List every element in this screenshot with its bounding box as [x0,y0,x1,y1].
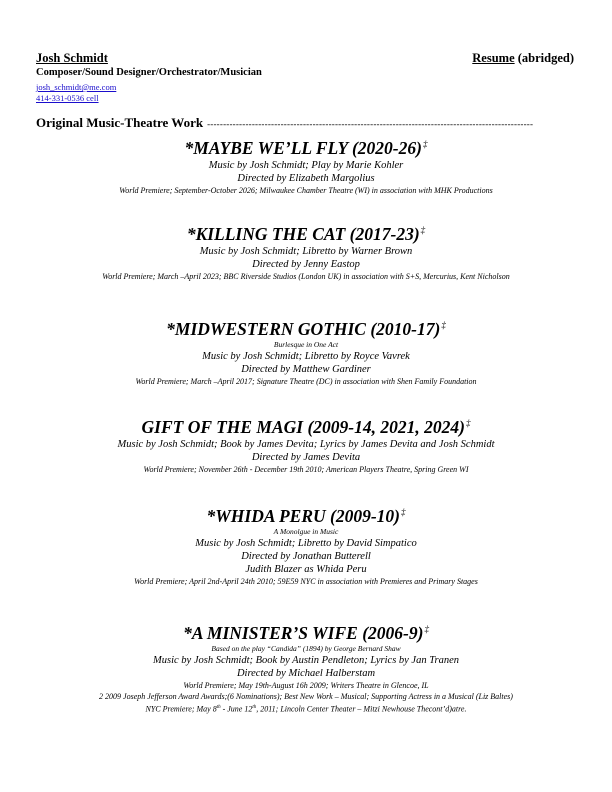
work-premiere: World Premiere; March –April 2023; BBC Riverside Studios (London UK) in association with S+S, Mercurius, Kent Nicholson [102,271,510,281]
work-cast: Judith Blazer as Whida Peru [245,563,367,575]
work-entry [20,619,592,714]
nyc-suffix: , 2011; Lincoln Center Theater – Mitzi Newhouse Thecont’d)atre. [256,704,467,714]
work-entry [20,220,592,282]
footnote-mark: ‡ [441,320,446,330]
email-link[interactable]: josh_schmidt@me.com [36,82,117,92]
resume-label [472,51,574,66]
work-title [20,315,592,340]
footnote-mark: ‡ [424,624,429,634]
phone-link[interactable]: 414-331-0536 cell [36,93,99,103]
work-title [20,220,592,245]
section-heading [36,115,560,131]
work-director: Directed by James Devita [251,451,361,463]
section-title: Original Music-Theatre Work [36,115,204,130]
work-credits: Music by Josh Schmidt; Libretto by David Simpatico [195,537,417,549]
work-entry [20,413,592,475]
work-title-text: *WHIDA PERU (2009-10) [206,505,400,526]
footnote-mark: ‡ [420,225,426,235]
work-director: Directed by Elizabeth Margolius [237,172,375,184]
nyc-mid: - June 12 [220,704,253,714]
work-credits: Music by Josh Schmidt; Play by Marie Kohler [208,159,404,171]
work-director: Directed by Jenny Eastop [252,258,360,270]
work-subtitle: Burlesque in One Act [273,339,339,349]
work-director: Directed by Jonathan Butterell [241,550,371,562]
work-entry [20,502,592,587]
nyc-sup-2: th [252,704,257,710]
work-credits: Music by Josh Schmidt; Libretto by Warner Brown [199,245,413,257]
work-premiere: World Premiere; November 26th - December 19th 2010; American Players Theatre, Spring Green WI [143,464,469,474]
applicant-name: Josh Schmidt [36,51,108,65]
section-rule: ------------------------------------------------------------------------------------------------------ [207,119,534,129]
work-entry [20,315,592,387]
work-director: Directed by Michael Halberstam [236,667,376,679]
work-premiere: World Premiere; September-October 2026; Milwaukee Chamber Theatre (WI) in association with MHK Productions [119,185,493,195]
work-title [20,502,592,527]
work-title [20,134,592,159]
work-awards: 2 2009 Joseph Jefferson Award Awards;(6 Nominations); Best New Work – Musical; Supporting Actress in a Musical (Liz Baltes) [99,691,513,701]
work-title [20,619,592,644]
work-title [20,413,592,438]
work-nyc-premiere [20,702,592,715]
footnote-mark: ‡ [400,507,406,517]
work-subtitle: Based on the play “Candida” (1894) by George Bernard Shaw [211,643,401,653]
resume-suffix: (abridged) [514,51,574,65]
work-premiere: World Premiere; May 19th-August 16h 2009; Writers Theatre in Glencoe, IL [183,680,429,690]
footnote-mark: ‡ [422,139,428,149]
header [36,51,574,67]
resume-word: Resume [472,51,515,65]
work-premiere: World Premiere; April 2nd-April 24th 2010; 59E59 NYC in association with Premieres and Primary Stages [134,576,478,586]
work-entry [20,134,592,196]
work-premiere: World Premiere; March –April 2017; Signature Theatre (DC) in association with Shen Family Foundation [135,376,477,386]
footnote-mark: ‡ [465,418,471,428]
work-title-text: *MIDWESTERN GOTHIC (2010-17) [166,318,441,339]
work-director: Directed by Matthew Gardiner [241,363,371,375]
work-title-text: *MAYBE WE’LL FLY (2020-26) [184,137,422,158]
work-subtitle: A Monolgue in Music [273,526,339,536]
work-title-text: GIFT OF THE MAGI (2009-14, 2021, 2024) [141,416,465,437]
nyc-prefix: NYC Premiere; May 8 [145,704,217,714]
work-credits: Music by Josh Schmidt; Book by James Devita; Lyrics by James Devita and Josh Schmidt [117,438,495,450]
work-credits: Music by Josh Schmidt; Libretto by Royce Vavrek [202,350,410,362]
work-title-text: *A MINISTER’S WIFE (2006-9) [183,622,424,643]
profession-subtitle: Composer/Sound Designer/Orchestrator/Musician [36,67,262,78]
work-credits: Music by Josh Schmidt; Book by Austin Pendleton; Lyrics by Jan Tranen [153,654,459,666]
nyc-sup-1: th [216,704,221,710]
work-title-text: *KILLING THE CAT (2017-23) [186,223,420,244]
